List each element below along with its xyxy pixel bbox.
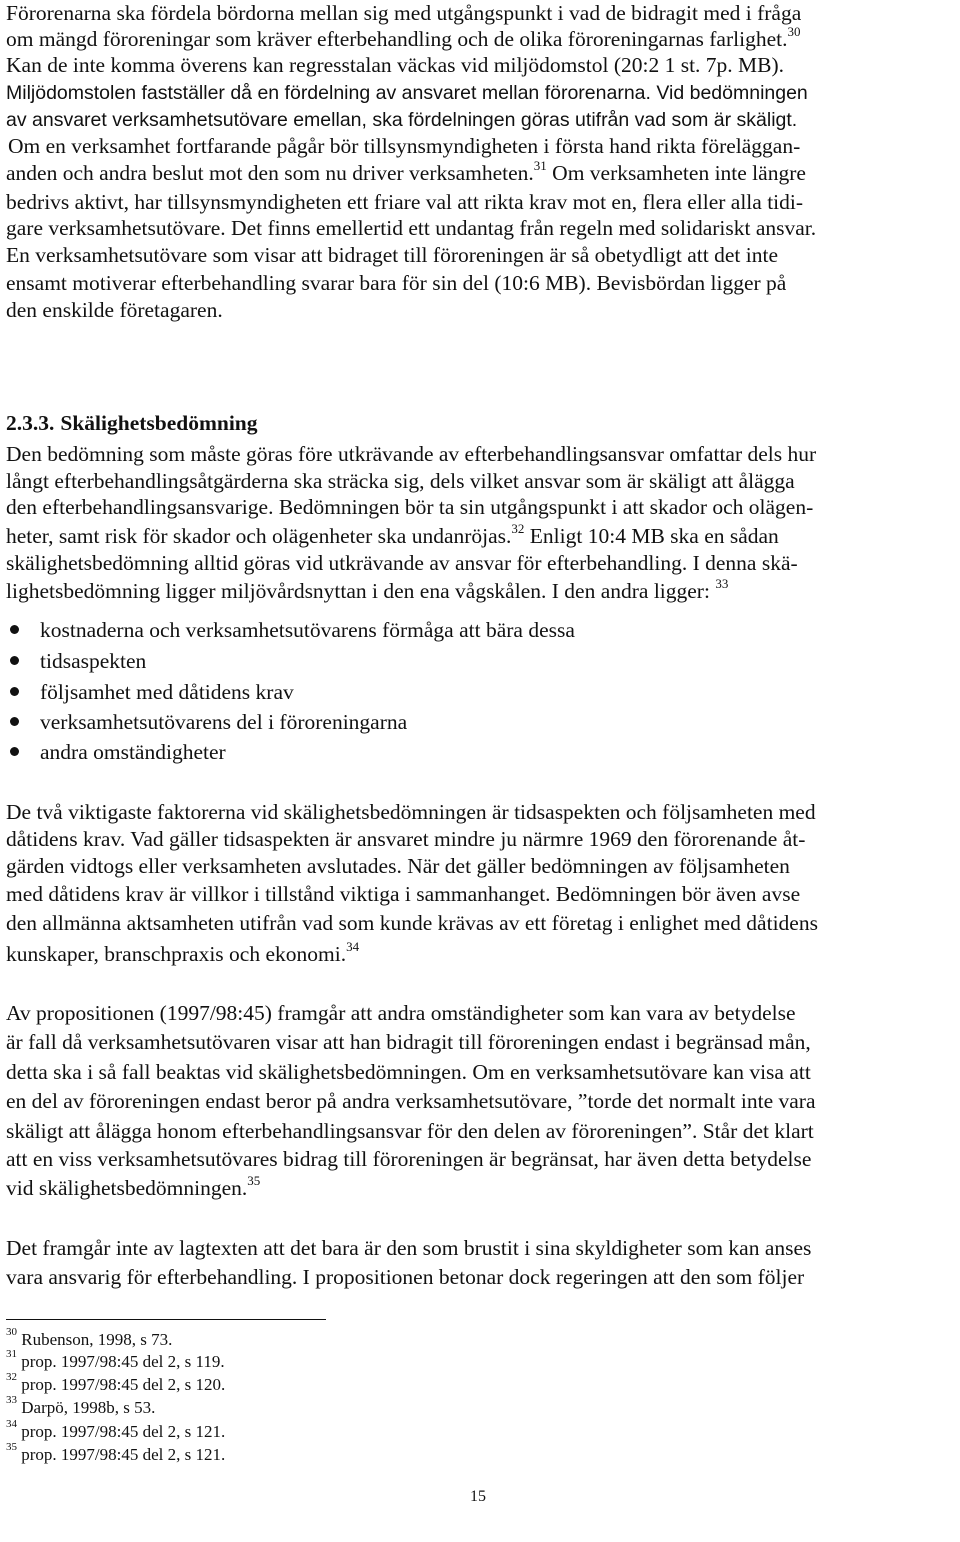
list-item: kostnaderna och verksamhetsutövarens förmåga att bära dessa bbox=[10, 617, 19, 643]
text-line: heter, samt risk för skador och olägenheter ska undanröjas.$^{32}$ Enligt 10:4 MB ska en sådan bbox=[6, 520, 779, 548]
section-heading bbox=[6, 410, 258, 436]
footnote-ref: 33 bbox=[715, 575, 729, 591]
text-line: anden och andra beslut mot den som nu driver verksamheten.$^{31}$ Om verksamheten inte längre bbox=[6, 157, 806, 185]
text-line: vara ansvarig för efterbehandling. I propositionen betonar dock regeringen att den som följer bbox=[6, 1265, 805, 1289]
text-line: Miljödomstolen fastställer då en fördelning av ansvaret mellan förorenarna. Vid bedömningen bbox=[6, 82, 808, 104]
text-line: gärden vidtogs eller verksamheten avslutades. När det gäller bedömningen av följsamheten bbox=[6, 854, 790, 878]
text-line: med dåtidens krav är villkor i tillstånd viktiga i sammanhanget. Bedömningen bör även avse bbox=[6, 882, 801, 906]
text-line: skälighetsbedömning alltid göras vid utkrävande av ansvar för efterbehandling. I denna skä- bbox=[6, 551, 798, 575]
footnote: $^{34}$ prop. 1997/98:45 del 2, s 121. bbox=[6, 1418, 226, 1441]
section-number: 2.3.3. bbox=[6, 411, 55, 435]
footnote-ref: 31 bbox=[533, 157, 547, 173]
bullet-icon bbox=[10, 687, 19, 696]
list-item: följsamhet med dåtidens krav bbox=[10, 679, 19, 705]
text-line: gare verksamhetsutövare. Det finns emellertid ett undantag från regeln med solidariskt ansvar. bbox=[6, 216, 817, 240]
footnote-ref: 32 bbox=[511, 520, 525, 536]
bullet-icon bbox=[10, 625, 19, 634]
text-line: ensamt motiverar efterbehandling svarar bara för sin del (10:6 MB). Bevisbördan ligger på bbox=[6, 271, 787, 295]
text-line: detta ska i så fall beaktas vid skälighetsbedömningen. Om en verksamhetsutövare kan visa att bbox=[6, 1060, 811, 1084]
list-item: andra omständigheter bbox=[10, 739, 19, 765]
text-line: bedrivs aktivt, har tillsynsmyndigheten ett friare val att rikta krav mot en, flera eller alla tidi- bbox=[6, 190, 804, 214]
section-title: Skälighetsbedömning bbox=[60, 411, 258, 435]
footnote: $^{32}$ prop. 1997/98:45 del 2, s 120. bbox=[6, 1371, 226, 1394]
text-line: en del av föroreningen endast beror på andra verksamhetsutövare, ”torde det normalt inte vara bbox=[6, 1089, 816, 1113]
text-line: Den bedömning som måste göras före utkrävande av efterbehandlingsansvar omfattar dels hur bbox=[6, 442, 817, 466]
footnote-ref: 35 bbox=[247, 1172, 261, 1188]
footnote: $^{35}$ prop. 1997/98:45 del 2, s 121. bbox=[6, 1441, 226, 1464]
text-line: Om en verksamhet fortfarande pågår bör tillsynsmyndigheten i första hand rikta föreläggan- bbox=[8, 134, 801, 158]
footnote-ref: 30 bbox=[787, 23, 801, 39]
text-line: Kan de inte komma överens kan regresstalan väckas vid miljödomstol (20:2 1 st. 7p. MB). bbox=[6, 53, 785, 77]
bullet-icon bbox=[10, 747, 19, 756]
list-item: tidsaspekten bbox=[10, 648, 19, 674]
footnote: $^{31}$ prop. 1997/98:45 del 2, s 119. bbox=[6, 1348, 225, 1371]
text-line: Det framgår inte av lagtexten att det bara är den som brustit i sina skyldigheter som kan anses bbox=[6, 1236, 812, 1260]
footnote: $^{33}$ Darpö, 1998b, s 53. bbox=[6, 1394, 156, 1417]
footnote: $^{30}$ Rubenson, 1998, s 73. bbox=[6, 1326, 173, 1349]
text-line: Förorenarna ska fördela bördorna mellan sig med utgångspunkt i vad de bidragit med i fråga bbox=[6, 1, 802, 25]
text-line: långt efterbehandlingsåtgärderna ska sträcka sig, dels vilket ansvar som är skäligt att ålägga bbox=[6, 469, 795, 493]
footnote-ref: 34 bbox=[346, 938, 360, 954]
text-line: De två viktigaste faktorerna vid skälighetsbedömningen är tidsaspekten och följsamheten med bbox=[6, 800, 816, 824]
text-line: är fall då verksamhetsutövaren visar att han bidragit till föroreningen endast i begränsad mån, bbox=[6, 1030, 811, 1054]
text-line: kunskaper, branschpraxis och ekonomi.$^{34}$ bbox=[6, 938, 360, 966]
text-line: En verksamhetsutövare som visar att bidraget till föroreningen är så obetydligt att det inte bbox=[6, 243, 778, 267]
page-number: 15 bbox=[470, 1488, 486, 1505]
text-line: Av propositionen (1997/98:45) framgår att andra omständigheter som kan vara av betydelse bbox=[6, 1001, 796, 1025]
text-line: lighetsbedömning ligger miljövårdsnyttan i den ena vågskålen. I den andra ligger: $^{33}$ bbox=[6, 575, 729, 603]
text-line: vid skälighetsbedömningen.$^{35}$ bbox=[6, 1172, 261, 1200]
text-line: den efterbehandlingsansvarige. Bedömningen bör ta sin utgångspunkt i att skador och olägen- bbox=[6, 495, 814, 519]
list-item: verksamhetsutövarens del i föroreningarna bbox=[10, 709, 19, 735]
footnote-divider bbox=[6, 1319, 326, 1320]
text-line: dåtidens krav. Vad gäller tidsaspekten är ansvaret mindre ju närmre 1969 den förorenande åt- bbox=[6, 827, 806, 851]
text-line: skäligt att ålägga honom efterbehandlingsansvar för den delen av föroreningen”. Står det klart bbox=[6, 1119, 814, 1143]
bullet-icon bbox=[10, 717, 19, 726]
text-line: att en viss verksamhetsutövares bidrag till föroreningen är begränsat, har även detta betydelse bbox=[6, 1147, 812, 1171]
text-line: den allmänna aktsamheten utifrån vad som kunde krävas av ett företag i enlighet med dåtidens bbox=[6, 911, 818, 935]
text-line: av ansvaret verksamhetsutövare emellan, ska fördelningen göras utifrån vad som är skäligt. bbox=[6, 109, 798, 131]
bullet-icon bbox=[10, 656, 19, 665]
text-line: om mängd föroreningar som kräver efterbehandling och de olika föroreningarnas farlighet.$^{30}$ bbox=[6, 23, 801, 51]
text-line: den enskilde företagaren. bbox=[6, 298, 223, 322]
